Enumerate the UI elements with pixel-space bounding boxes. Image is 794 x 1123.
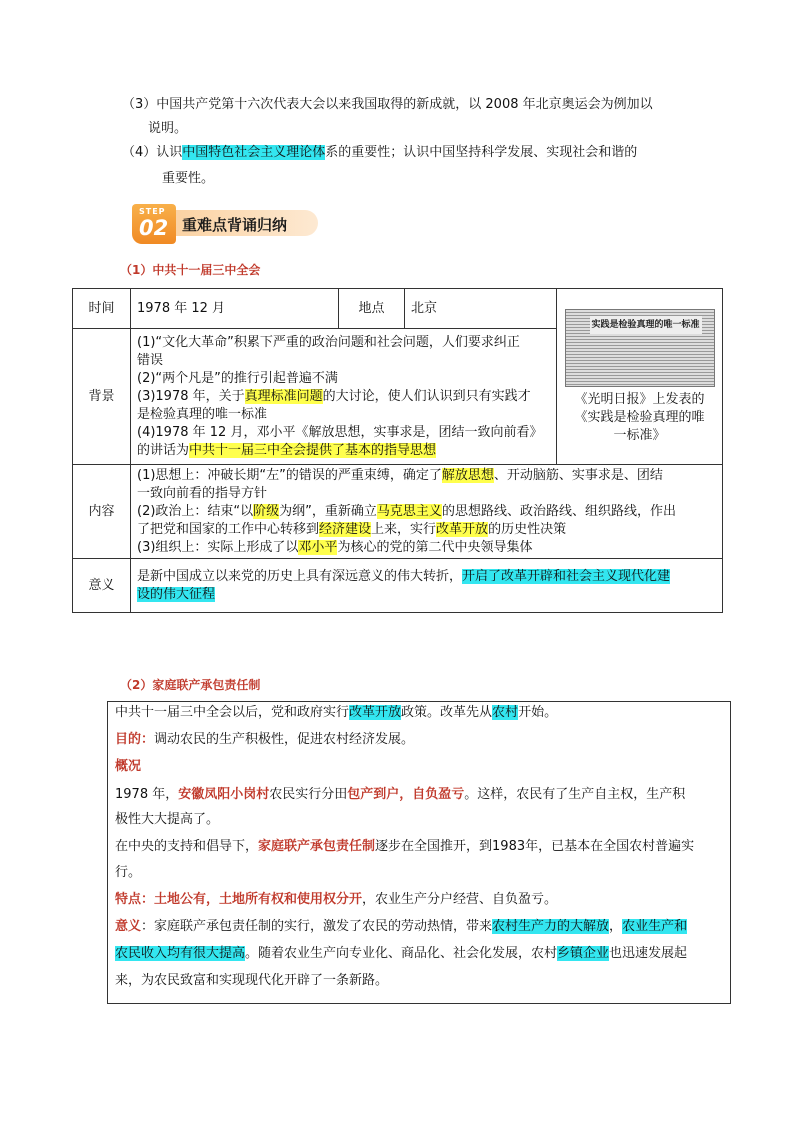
step-number: 02 (139, 216, 169, 240)
newspaper-caption: 《光明日报》上发表的 《实践是检验真理的唯 一标准》 (574, 391, 705, 443)
objective-4: （4）认识中国特色社会主义理论体系的重要性；认识中国坚持科学发展、实现社会和谐的 (122, 145, 638, 160)
section2-title: （2）家庭联产承包责任制 (120, 678, 261, 692)
objective-3: （3）中国共产党第十六次代表大会以来我国取得的新成就，以 2008 年北京奥运会为例加以 (122, 97, 653, 112)
step-label: STEP (139, 207, 166, 216)
newspaper-image (565, 309, 715, 387)
objective-4-cont: 重要性。 (162, 171, 215, 186)
plenum-table (72, 288, 723, 613)
goal-line: 目的：调动农民的生产积极性，促进农村经济发展。 (115, 732, 415, 747)
significance-line-2: 农民收入均有很大提高。随着农业生产向专业化、商品化、社会化发展，农村乡镇企业也迅速发展起 (115, 946, 688, 961)
content-label: 内容 (73, 465, 131, 559)
step-badge (132, 204, 176, 244)
newspaper-headline: 实践是检验真理的唯一标准 (590, 316, 702, 334)
features-line: 特点：土地公有，土地所有权和使用权分开，农业生产分户经营、自负盈亏。 (115, 892, 558, 907)
significance-line-3: 来，为农民致富和实现现代化开辟了一条新路。 (115, 973, 389, 988)
overview-line-2: 在中央的支持和倡导下，家庭联产承包责任制逐步在全国推开，到1983年，已基本在全国农村普遍实 (115, 839, 695, 854)
significance-line-1: 意义：家庭联产承包责任制的实行，激发了农民的劳动热情，带来农村生产力的大解放，农业生产和 (115, 919, 688, 934)
contract-system-box (107, 701, 731, 1004)
overview-line-2b: 行。 (115, 865, 142, 880)
background-text: (1)“文化大革命”积累下严重的政治问题和社会问题，人们要求纠正 错误 (2)“两个凡是”的推行引起普遍不满 (3)1978 年，关于真理标准问题的大讨论，使人们认识到只有实践才 是检验真理的唯一标准 (4)1978 年 12 月，邓小平《解放思想，实事求是，团结一致向前看》 的讲话为中共十一届三中全会提供了基本的指导思想 (131, 329, 557, 465)
place-value: 北京 (405, 289, 557, 329)
time-label: 时间 (73, 289, 131, 329)
time-value: 1978 年 12 月 (131, 289, 339, 329)
overview-line-1: 1978 年，安徽凤阳小岗村农民实行分田包产到户，自负盈亏。这样，农民有了生产自主权，生产积 (115, 787, 686, 802)
objective-3-cont: 说明。 (148, 121, 188, 136)
content-text: (1)思想上：冲破长期“左”的错误的严重束缚，确定了解放思想、开动脑筋、实事求是、团结 一致向前看的指导方针 (2)政治上：结束“以阶级为纲”，重新确立马克思主义的思想路线、政治路线、组织路线，作出 了把党和国家的工作中心转移到经济建设上来，实行改革开放的历史性决策 (3)组织上：实际上形成了以邓小平为核心的党的第二代中央领导集体 (131, 465, 723, 559)
overview-line-1b: 极性大大提高了。 (115, 812, 220, 827)
meaning-label: 意义 (73, 559, 131, 613)
background-label: 背景 (73, 329, 131, 465)
place-label: 地点 (339, 289, 405, 329)
step-banner (132, 204, 318, 244)
overview-label: 概况 (115, 759, 142, 774)
section1-title: （1）中共十一届三中全会 (120, 263, 261, 277)
step-title: 重难点背诵归纳 (182, 216, 288, 234)
intro-line: 中共十一届三中全会以后，党和政府实行改革开放政策。改革先从农村开始。 (115, 705, 558, 720)
meaning-text: 是新中国成立以来党的历史上具有深远意义的伟大转折，开启了改革开辟和社会主义现代化建 设的伟大征程 (131, 559, 723, 613)
newspaper-cell (557, 289, 723, 465)
